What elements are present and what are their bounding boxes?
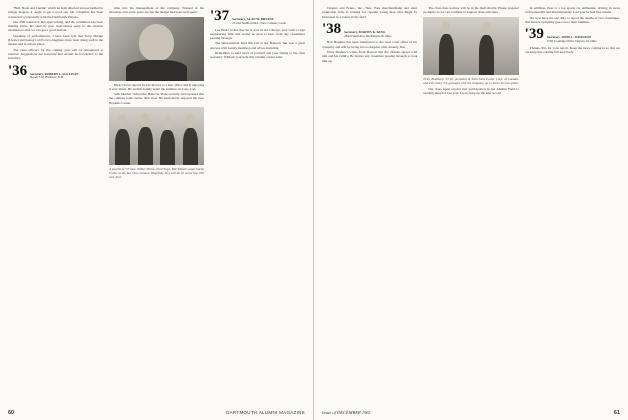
left-col-2 — [109, 6, 204, 400]
photo-caption: A quartet of '37 men, Wilder Pierce, Fred Sluys, Bill Timbers and Charlie Collis, at the last class reunion. Hopefully they will all be at the big 25th next June. — [109, 167, 204, 180]
class-heading-39 — [525, 27, 620, 44]
class-secretary: Secretary, MARTIN K. KING 2843 Fairmount, Richmond 28, Ohio — [344, 29, 392, 38]
article-paragraph: The class officers for the coming year will be announced at reunion. Suggestions are welcome and should be forwarded to the secretary. — [8, 47, 103, 61]
article-paragraph: Bob Hopkins has been transferred to the west coast office of his company and will be living in Los Angeles after January first. — [322, 40, 418, 49]
class-heading-38 — [322, 22, 417, 39]
article-paragraph: Lee Beers writes that he is now in the Chicago area with a large engineering firm and would be glad to hear from any classmates passing through. — [210, 27, 305, 41]
right-col-1 — [322, 6, 417, 400]
magazine-title: DARTMOUTH ALUMNI MAGAZINE — [226, 410, 305, 415]
class-secretary: Secretary, ALAN W. BRYANT 23 Old Stamford Rd., New Canaan, Conn. — [232, 17, 287, 25]
right-page — [314, 0, 628, 420]
article-paragraph: Our 25th reunion is fast approaching, and the committee has been making plans. Do send in your reservations early to the reunion chairman so that we can get a good turnout. — [8, 19, 103, 33]
article-paragraph: Dave Mathews writes from Hawaii that the climate agrees with him and his family. He invites any classmate passing through to look him up. — [322, 50, 418, 63]
portrait-photo — [109, 17, 204, 81]
page-number: 60 — [8, 410, 15, 416]
article-paragraph: time into the management of the company. Warned of the increases over prior years, he felt the budget had been well spent. — [109, 6, 204, 15]
class-heading-36 — [8, 64, 103, 81]
article-paragraph: We now have the sad duty to report the deaths of two classmates. Our sincere sympathy goes out to their families. — [524, 15, 620, 24]
page-footer — [322, 410, 620, 416]
class-secretary: Secretary, ROBERT L. SULLIVAN Room 310, Hanover, N.H. — [30, 71, 79, 80]
page-number: 61 — [613, 410, 620, 416]
photo-caption: Peter Beardsley '37 (l), president of Twin Falls Power Corp. of Canada, and Pete Soley '34, geologist with the company, on a visit to the new plant. — [423, 76, 519, 85]
group-photo — [423, 17, 518, 75]
class-year: '36 — [8, 62, 28, 79]
article-paragraph: Thanks, Pat, for your report. Keep the news coming in so that we can keep this column full and lively. — [524, 45, 620, 55]
article-paragraph: In addition, Pete is a top sports car enthusiast, driving in races both nationally and internationally. Last year he had fine results. — [524, 6, 620, 15]
page-footer — [8, 410, 305, 416]
article-paragraph: Dick Carver reports he has moved to a new office and is enjoying it very much. He and his family spent the summer on Cape Cod. — [109, 82, 204, 91]
class-year: '37 — [210, 8, 230, 24]
right-col-2 — [423, 6, 518, 400]
article-paragraph: Our class agent reports that participation in the Alumni Fund is running ahead of last year. Let us keep up the fine record. — [423, 86, 519, 95]
article-paragraph: Remember to send news of yourself and your family to the class secretary. Without your help this column cannot exist. — [210, 51, 305, 60]
class-year: '39 — [524, 26, 544, 43]
left-col-1 — [8, 6, 103, 400]
class-secretary: Secretary, JOHN L. DAVIDSON 1760 Coolidge Drive, Dayton 19, Ohio — [546, 35, 597, 43]
class-year: '38 — [322, 20, 342, 37]
issue-line: Issue of DECEMBER 1961 — [322, 410, 371, 415]
article-paragraph: "Bell, Book and Candle" which he both directed and performed in Ginger Rogers, it ought to get a good run. Mr. Chapman has been connected occasionally with the Dartmouth Players. — [8, 6, 103, 19]
group-photo — [109, 107, 204, 165]
article-paragraph: The mini-reunion held this fall at the Hanover Inn was a great success with twenty members and wives attending. — [210, 41, 305, 50]
class-heading-37 — [210, 9, 305, 26]
article-paragraph: The class dues notices will be in the mail shortly. Please respond promptly so we can continue to support class activities. — [423, 6, 519, 15]
article-paragraph: Speaking of performances, I have been told that Terry Mudge (Lizzie) and Kenny Cobb's two daughters have been doing well in the theater and in school plays. — [8, 33, 103, 47]
article-paragraph: Seth Dunbar visited the Hanover Plain recently and reported that the campus looks better than ever. He particularly enjoyed the new Hopkins Center. — [109, 92, 204, 105]
article-paragraph: Chapter and Fenno, Inc., New York merchandising and sales promotion firm, is looking for capable young men who might be interested in a career in the field. — [322, 6, 418, 19]
left-col-3 — [210, 6, 305, 400]
right-col-3 — [525, 6, 620, 400]
